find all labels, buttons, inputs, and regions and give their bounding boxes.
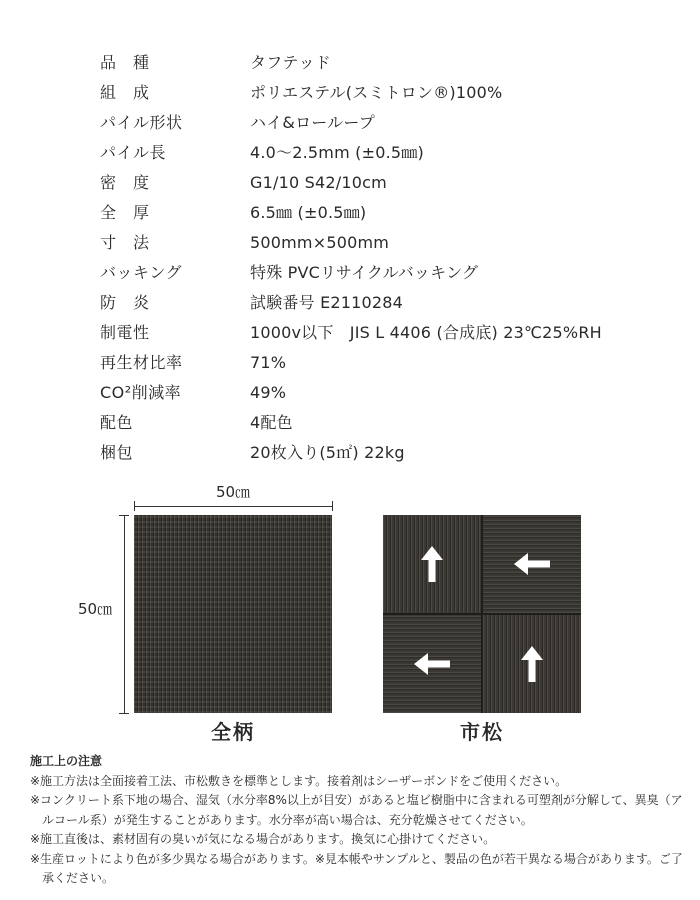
spec-value: 4配色 (250, 413, 293, 432)
note-item: ※生産ロットにより色が多少異なる場合があります。※見本帳やサンプルと、製品の色が若干異なる場合があります。ご了承ください。 (30, 851, 683, 885)
spec-value: 71% (250, 353, 287, 372)
note-item: ※コンクリート系下地の場合、湿気（水分率8%以上が目安）があると塩ビ樹脂中に含まれる可塑剤が分解して、異臭（アルコール系）が発生することがあります。水分率が高い場合は、充分乾燥させてください。 (30, 793, 683, 827)
carpet-tile-checkerboard-pattern (383, 515, 581, 713)
spec-row (100, 258, 602, 288)
caption-full-pattern: 全柄 (211, 720, 255, 744)
spec-label: 品 種 (100, 53, 150, 72)
height-dimension-tick (119, 515, 129, 516)
spec-label: 配色 (100, 413, 134, 432)
spec-value: 6.5㎜ (±0.5㎜) (250, 203, 367, 222)
width-dimension-label: 50㎝ (215, 483, 251, 501)
height-dimension-line (124, 515, 125, 713)
spec-value: ポリエステル(スミトロン®)100% (250, 83, 503, 102)
spec-label: 防 炎 (100, 293, 150, 312)
spec-label: 組 成 (100, 83, 150, 102)
spec-row (100, 318, 602, 348)
notes-title: 施工上の注意 (30, 754, 103, 768)
spec-value: G1/10 S42/10cm (250, 173, 387, 192)
spec-row (100, 228, 602, 258)
arrow-left-icon (514, 553, 550, 575)
spec-row (100, 438, 602, 468)
spec-row (100, 138, 602, 168)
caption-checkerboard: 市松 (460, 720, 504, 744)
spec-label: パイル長 (100, 143, 167, 162)
tile-quadrant (383, 515, 481, 613)
spec-value: タフテッド (250, 53, 332, 72)
spec-value: ハイ&ローループ (250, 113, 375, 132)
spec-row (100, 168, 602, 198)
spec-value: 49% (250, 383, 287, 402)
width-dimension-tick (134, 501, 135, 511)
installation-notes (30, 752, 690, 889)
spec-row (100, 348, 602, 378)
height-dimension-label: 50㎝ (78, 600, 113, 618)
spec-label: 制電性 (100, 323, 150, 342)
spec-row (100, 378, 602, 408)
spec-row (100, 408, 602, 438)
tile-quadrant (383, 615, 481, 713)
spec-label: 密 度 (100, 173, 150, 192)
spec-row (100, 48, 602, 78)
spec-value: 4.0〜2.5mm (±0.5㎜) (250, 143, 424, 162)
width-dimension-line (134, 506, 332, 507)
spec-label: 寸 法 (100, 233, 150, 252)
spec-value: 1000v以下 JIS L 4406 (合成底) 23℃25%RH (250, 323, 602, 342)
arrow-up-icon (521, 646, 543, 682)
spec-value: 20枚入り(5㎡) 22kg (250, 443, 405, 462)
arrow-left-icon (414, 653, 450, 675)
arrow-up-icon (421, 546, 443, 582)
spec-row (100, 108, 602, 138)
note-item: ※施工直後は、素材固有の臭いが気になる場合があります。換気に心掛けてください。 (30, 832, 496, 846)
spec-value: 試験番号 E2110284 (250, 293, 404, 312)
spec-value: 特殊 PVCリサイクルバッキング (250, 263, 479, 282)
spec-row (100, 198, 602, 228)
spec-label: CO²削減率 (100, 383, 182, 402)
note-item: ※施工方法は全面接着工法、市松敷きを標準とします。接着剤はシーザーボンドをご使用ください。 (30, 773, 568, 788)
spec-label: 梱包 (100, 443, 134, 462)
spec-label: バッキング (100, 263, 183, 282)
spec-label: 全 厚 (100, 203, 150, 222)
tile-quadrant (483, 615, 581, 713)
carpet-tile-full-pattern (134, 515, 332, 713)
spec-label: パイル形状 (100, 113, 183, 132)
spec-table (100, 48, 602, 468)
width-dimension-tick (332, 501, 333, 511)
height-dimension-tick (119, 713, 129, 714)
spec-value: 500mm×500mm (250, 233, 390, 252)
tile-quadrant (483, 515, 581, 613)
spec-row (100, 78, 602, 108)
spec-label: 再生材比率 (100, 353, 183, 372)
spec-row (100, 288, 602, 318)
